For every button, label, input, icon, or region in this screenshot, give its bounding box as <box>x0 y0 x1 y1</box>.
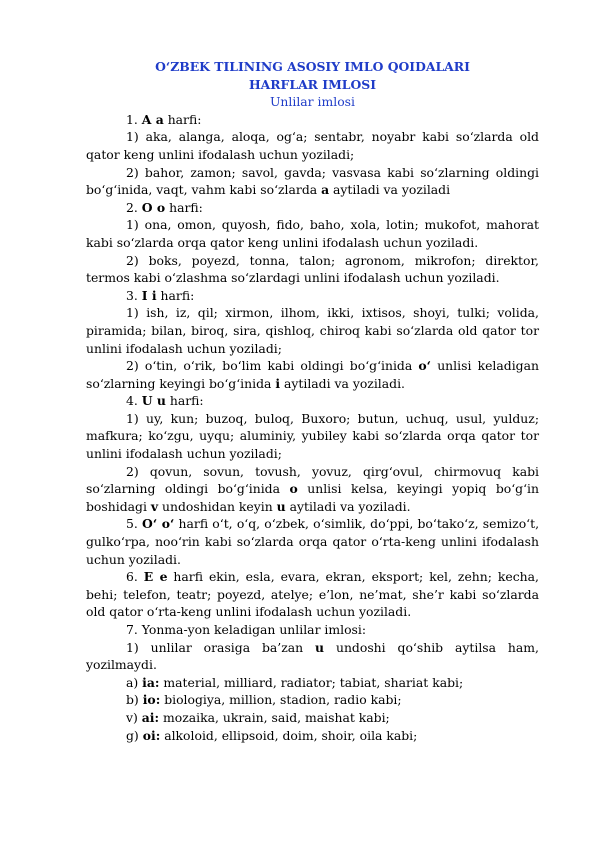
rule-e: 6. E e harfi ekin, esla, evara, ekran, eksport; kel, zehn; kecha, behi; telefon, teatr; poyezd, atelye; e’lon, ne’mat, she’r kabi so‘zlarda old qator o‘rta-keng unlini ifodalash uchun yoziladi. <box>86 569 539 620</box>
rule-u-point-1: 1) uy, kun; buzoq, buloq, Buxoro; butun, uchuq, usul, yulduz; mafkura; ko‘zgu, uyqu; aluminiy, yubiley kabi so‘zlarda orqa qator tor unlini ifodalash uchun yoziladi; <box>86 410 539 462</box>
rule-heading-i: 3. I i harfi: <box>126 287 195 303</box>
section-title: HARFLAR IMLOSI <box>248 76 377 92</box>
rule-u-point-2: 2) qovun, sovun, tovush, yovuz, qirg‘ovul, chirmovuq kabi so‘zlarning oldingi bo‘g‘inida o unlisi kelsa, keyingi yopiq bo‘g‘in boshidagi v undoshidan keyin u aytiladi va yoziladi. <box>86 463 539 514</box>
rule-o-point-1: 1) ona, omon, quyosh, fido, baho, xola, lotin; mukofot, mahorat kabi so‘zlarda orqa qator keng unlini ifodalash uchun yoziladi. <box>86 217 539 250</box>
rule-i-point-1: 1) ish, iz, qil; xirmon, ilhom, ikki, ixtisos, shoyi, tulki; volida, piramida; bilan, biroq, sira, qishloq, chiroq kabi so‘zlarda old qator tor unlini ifodalash uchun yoziladi; <box>86 305 539 356</box>
rule-adjacent-vowels-point-1: 1) unlilar orasiga ba’zan u undoshi qo‘shib aytilsa ham, yozilmaydi. <box>86 639 539 673</box>
list-item: v) ai: mozaika, ukrain, said, maishat kabi; <box>126 709 390 725</box>
rule-heading-a: 1. A a harfi: <box>126 111 202 127</box>
rule-heading-u: 4. U u harfi: <box>126 393 204 409</box>
document-title: O‘ZBEK TILINING ASOSIY IMLO QOIDALARI <box>155 59 470 74</box>
list-item: b) io: biologiya, million, stadion, radio kabi; <box>126 692 402 708</box>
rule-adjacent-vowels: 7. Yonma-yon keladigan unlilar imlosi: <box>126 622 367 637</box>
rule-a-point-1: 1) aka, alanga, aloqa, og‘a; sentabr, noyabr kabi so‘zlarda old qator keng unlini ifodalash uchun yoziladi; <box>86 129 539 162</box>
rule-a-point-2: 2) bahor, zamon; savol, gavda; vasvasa kabi so‘zlarning oldingi bo‘g‘inida, vaqt, vahm kabi so‘zlarda a aytiladi va yoziladi <box>86 164 539 198</box>
subsection-title: Unlilar imlosi <box>269 94 356 110</box>
rule-i-point-2: 2) o‘tin, o‘rik, bo‘lim kabi oldingi bo‘g‘inida o‘ unlisi keladigan so‘zlarning keyingi bo‘g‘inida i aytiladi va yoziladi. <box>86 358 539 391</box>
list-item: g) oi: alkoloid, ellipsoid, doim, shoir, oila kabi; <box>126 727 418 743</box>
list-item: a) ia: material, milliard, radiator; tabiat, shariat kabi; <box>126 674 464 690</box>
rule-o-point-2: 2) boks, poyezd, tonna, talon; agronom, mikrofon; direktor, termos kabi o‘zlashma so‘zlardagi unlini ifodalash uchun yoziladi. <box>86 252 539 286</box>
rule-heading-o: 2. O o harfi: <box>126 199 203 215</box>
rule-o-apostrophe: 5. O‘ o‘ harfi o‘t, o‘q, o‘zbek, o‘simlik, do‘ppi, bo‘tako‘z, semizo‘t, gulko‘rpa, noo‘rin kabi so‘zlarda orqa qator o‘rta-keng unlini ifodalash uchun yoziladi. <box>86 516 540 567</box>
